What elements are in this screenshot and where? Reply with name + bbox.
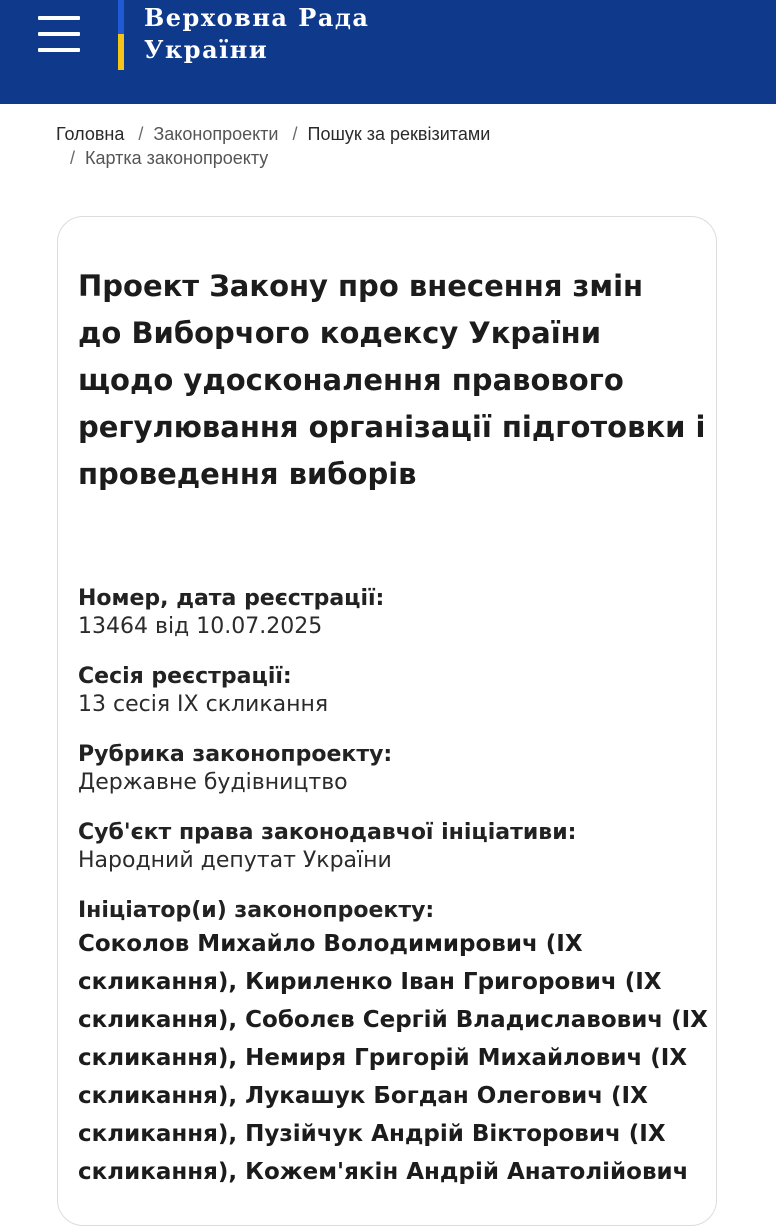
menu-bar-bottom [38, 48, 80, 52]
bill-fields [78, 585, 708, 1213]
breadcrumb [56, 122, 736, 170]
initiators-line: скликання), Кожем'якін Андрій Анатолійович [78, 1159, 689, 1185]
menu-bar-middle [38, 32, 80, 36]
bill-title [78, 263, 708, 498]
field-value: Державне будівництво [78, 770, 348, 795]
bill-title-line: до Виборчого кодексу України [78, 316, 602, 350]
field-label: Рубрика законопроекту: [78, 742, 393, 767]
initiators-line: скликання), Пузійчук Андрій Вікторович (IX [78, 1121, 666, 1147]
bill-title-line: щодо удосконалення правового [78, 363, 624, 397]
hamburger-menu-icon[interactable] [38, 14, 82, 54]
field-label: Суб'єкт права законодавчої ініціативи: [78, 820, 577, 845]
flag-blue-stripe [118, 0, 124, 34]
site-logo-link[interactable] [144, 2, 369, 66]
field-value: 13464 від 10.07.2025 [78, 614, 323, 639]
field-rubric [78, 741, 708, 797]
breadcrumb-current: Картка законопроекту [85, 148, 269, 168]
brand-line-1: Верховна Рада [144, 3, 370, 32]
field-initiators [78, 897, 708, 1191]
breadcrumb-home[interactable]: Головна [56, 124, 125, 144]
breadcrumb-separator: / [138, 124, 144, 144]
initiators-line: скликання), Немиря Григорій Михайлович (IX [78, 1045, 688, 1071]
breadcrumb-separator: / [292, 124, 298, 144]
field-registration [78, 585, 708, 641]
field-session [78, 663, 708, 719]
field-value: 13 сесія IX скликання [78, 692, 329, 717]
initiators-line: скликання), Лукашук Богдан Олегович (IX [78, 1083, 648, 1109]
initiators-list [78, 925, 708, 1191]
field-label: Номер, дата реєстрації: [78, 586, 385, 611]
field-label: Ініціатор(и) законопроекту: [78, 898, 435, 923]
field-value: Народний депутат України [78, 848, 392, 873]
bill-title-line: регулювання організації підготовки і [78, 410, 706, 444]
breadcrumb-separator: / [70, 148, 76, 168]
menu-bar-top [38, 16, 80, 20]
bill-title-line: проведення виборів [78, 457, 417, 491]
breadcrumb-bills[interactable]: Законопроекти [153, 124, 279, 144]
site-header [0, 0, 776, 104]
breadcrumb-search[interactable]: Пошук за реквізитами [307, 124, 491, 144]
field-label: Сесія реєстрації: [78, 664, 292, 689]
bill-title-line: Проект Закону про внесення змін [78, 269, 644, 303]
bill-card [57, 216, 717, 1226]
flag-yellow-stripe [118, 34, 124, 70]
flag-stripe-icon [118, 0, 124, 70]
field-subject [78, 819, 708, 875]
brand-line-2: України [144, 35, 269, 64]
initiators-line: скликання), Кириленко Іван Григорович (IX [78, 969, 662, 995]
initiators-line: Соколов Михайло Володимирович (IX [78, 931, 583, 957]
initiators-line: скликання), Соболєв Сергій Владиславович (IX [78, 1007, 708, 1033]
